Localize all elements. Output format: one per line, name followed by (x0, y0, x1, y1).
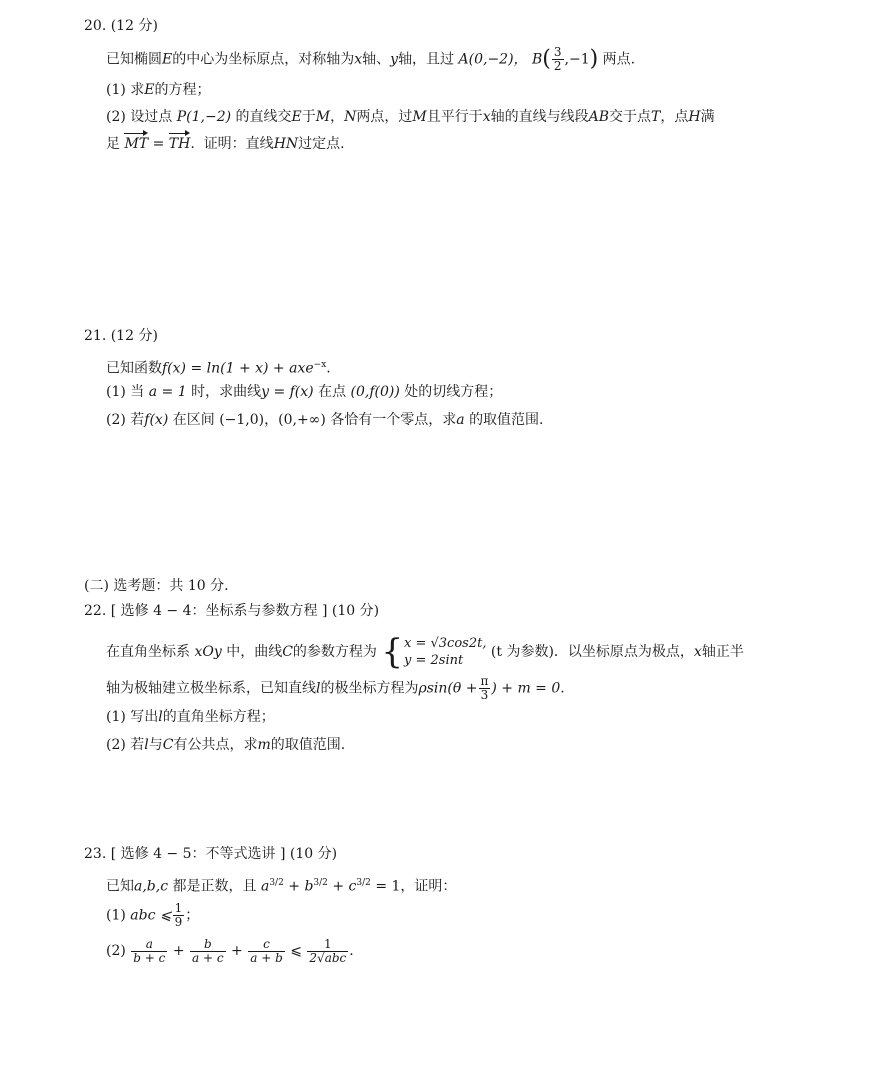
q21-part1: (1) 当 a = 1 时，求曲线y = f(x) 在点 (0,f(0)) 处的切线方程； (106, 384, 503, 400)
q22-intro: 在直角坐标系 xOy 中，曲线C的参数方程为 { x = √3cos2t, y = 2sint (t 为参数)．以坐标原点为极点，x轴正半 (106, 632, 744, 672)
q22-part2: (2) 若l与C有公共点，求m的取值范围. (106, 737, 346, 753)
parametric-system: { x = √3cos2t, y = 2sint (381, 632, 487, 672)
q20-intro: 已知椭圆E的中心为坐标原点，对称轴为x轴、y轴，且过 A(0,−2)， B( $\frac{3}{2}$ ,−1) 两点. (106, 45, 636, 73)
q23-intro: 已知a,b,c 都是正数，且 $a^{3/2} + b^{3/2} + c^{3/2} = 1$，证明： (106, 878, 457, 895)
q20-part2: (2) 设过点 P(1,−2) 的直线交E于M，N两点，过M且平行于x轴的直线与线段AB交于点T，点H满 (106, 109, 715, 125)
q20-part1: (1) 求E的方程； (106, 82, 211, 98)
q23-part2: (2) $\frac{a}{b + c}$ + $\frac{b}{a + c}$ + $\frac{c}{a + b}$ ⩽ $\frac{1}{\text{2√abc}}$ . (106, 936, 354, 965)
q23-heading: 23. [ 选修 4 − 5：不等式选讲 ] (10 分) (84, 846, 338, 862)
q22-heading: 22. [ 选修 4 − 4：坐标系与参数方程 ] (10 分) (84, 603, 380, 619)
q20-part2-cont: 足 MT = TH. 证明：直线HN过定点. (106, 136, 345, 152)
q22-part1: (1) 写出l的直角坐标方程； (106, 709, 275, 725)
section-title: (二) 选考题：共 10 分. (84, 578, 229, 594)
q21-heading: 21. (12 分) (84, 328, 158, 344)
q21-part2: (2) 若f(x) 在区间 (−1,0)，(0,+∞) 各恰有一个零点，求a 的取值范围. (106, 412, 544, 428)
q20-heading: 20. (12 分) (84, 18, 158, 34)
q22-line2: 轴为极轴建立极坐标系，已知直线l的极坐标方程为ρsin(θ + $\frac{\pi}{3}$ ) + m = 0. (106, 674, 565, 702)
q21-intro: 已知函数f(x) = ln(1 + x) + axe$^{-x}$. (106, 360, 331, 377)
q23-part1: (1) abc ⩽ $\frac{1}{9}$ ； (106, 901, 200, 929)
